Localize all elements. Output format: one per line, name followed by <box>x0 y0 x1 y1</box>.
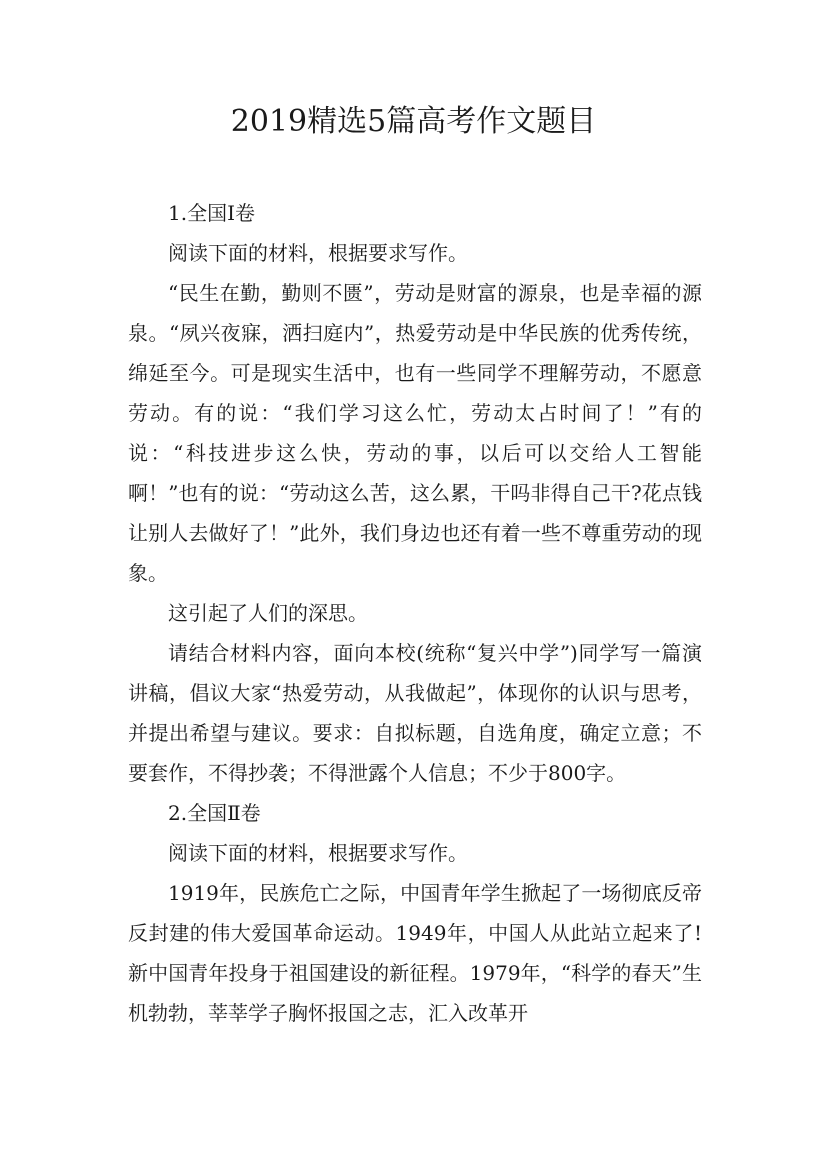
instruction-paragraph: 阅读下面的材料，根据要求写作。 <box>168 241 468 265</box>
instruction-paragraph-2: 阅读下面的材料，根据要求写作。 <box>168 841 468 865</box>
document-title: 2019精选5篇高考作文题目 <box>230 104 597 139</box>
reflection-paragraph: 这引起了人们的深思。 <box>168 601 368 625</box>
section-heading-national-2: 2.全国Ⅱ卷 <box>168 801 261 825</box>
document-body <box>128 193 702 1033</box>
section-heading-national-1: 1.全国Ⅰ卷 <box>168 201 255 225</box>
material-paragraph: “民生在勤，勤则不匮”，劳动是财富的源泉，也是幸福的源泉。“夙兴夜寐，洒扫庭内”，热爱劳动是中华民族的优秀传统，绵延至今。可是现实生活中，也有一些同学不理解劳动，不愿意劳动。有的说：“我们学习这么忙，劳动太占时间了！”有的说：“科技进步这么快，劳动的事，以后可以交给人工智能啊！”也有的说：“劳动这么苦，这么累，干吗非得自己干?花点钱让别人去做好了！”此外，我们身边也还有着一些不尊重劳动的现象。 <box>128 281 702 585</box>
task-paragraph: 请结合材料内容，面向本校(统称“复兴中学”)同学写一篇演讲稿，倡议大家“热爱劳动，从我做起”，体现你的认识与思考，并提出希望与建议。要求：自拟标题，自选角度，确定立意；不要套作，不得抄袭；不得泄露个人信息；不少于800字。 <box>128 641 702 785</box>
material-paragraph-2: 1919年，民族危亡之际，中国青年学生掀起了一场彻底反帝反封建的伟大爱国革命运动。1949年，中国人从此站立起来了!新中国青年投身于祖国建设的新征程。1979年，“科学的春天”生机勃勃，莘莘学子胸怀报国之志，汇入改革开 <box>128 881 702 1025</box>
